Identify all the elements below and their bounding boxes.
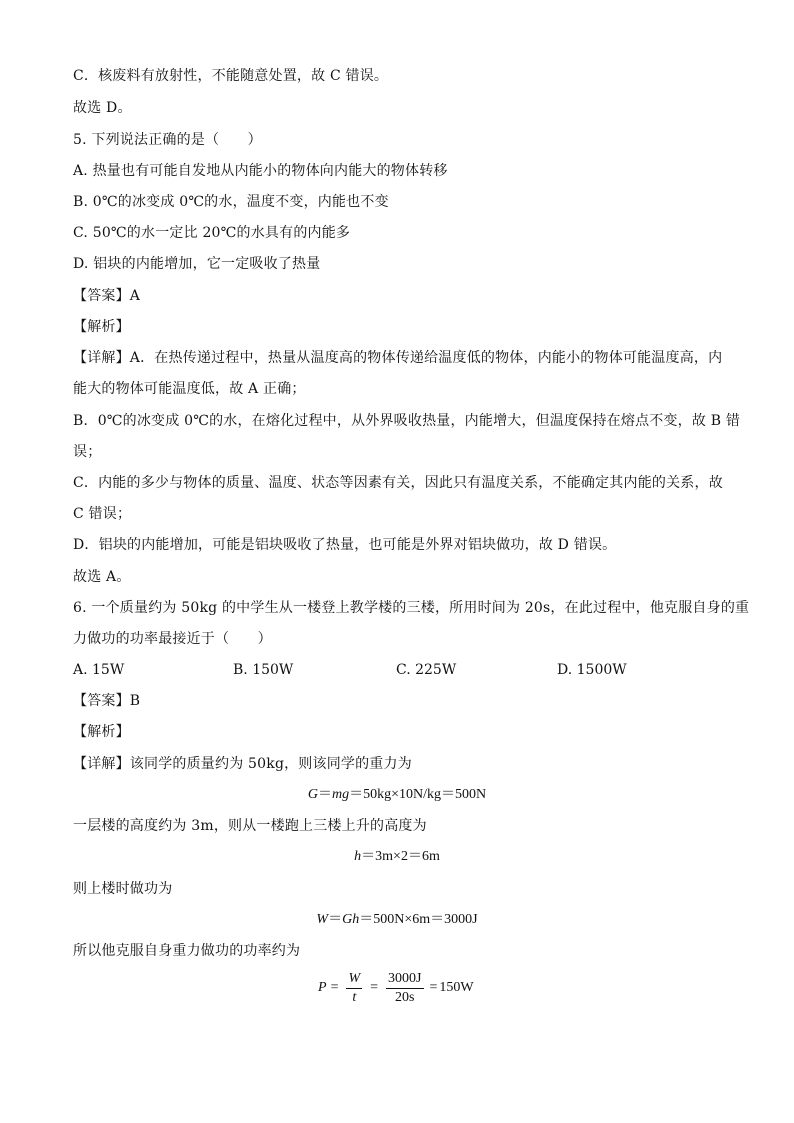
formula-symbol: W <box>316 912 329 927</box>
fraction-numerator: 3000J <box>388 970 422 986</box>
answer-6: 【答案】B <box>73 693 141 709</box>
explanation-6-line: 一层楼的高度约为 3m，则从一楼跑上三楼上升的高度为 <box>73 818 427 834</box>
explanation-5-line: 【详解】A．在热传递过程中，热量从温度高的物体传递给温度低的物体，内能小的物体可能温度高，内 <box>73 350 723 366</box>
formula-text: ＝ <box>317 787 332 802</box>
explanation-5-line: C 错误； <box>73 506 132 522</box>
question-6-option-c: C. 225W <box>396 662 457 678</box>
conclusion-5: 故选 A。 <box>73 569 131 585</box>
formula-text: ＝ <box>328 912 343 927</box>
explanation-5-line: 误； <box>73 444 102 460</box>
formula-text: ＝3m×2＝6m <box>361 849 440 864</box>
explanation-5-line: 能大的物体可能温度低，故 A 正确； <box>73 381 306 397</box>
question-6-stem: 力做功的功率最接近于（ ） <box>73 631 272 647</box>
question-6-option-b: B. 150W <box>233 662 294 678</box>
explanation-6-line: 【详解】该同学的质量约为 50kg，则该同学的重力为 <box>73 756 412 772</box>
formula-symbol: P <box>318 980 327 995</box>
question-6-stem: 6. 一个质量约为 50kg 的中学生从一楼登上教学楼的三楼，所用时间为 20s，在此过程中，他克服自身的重 <box>73 600 750 616</box>
fraction <box>386 970 423 1007</box>
formula-text: ＝50kg×10N/kg＝500N <box>349 787 487 802</box>
fraction-denominator: t <box>352 989 357 1005</box>
explanation-5-line: B．0℃的冰变成 0℃的水，在熔化过程中，从外界吸收热量，内能增大，但温度保持在熔点不变，故 B 错 <box>73 413 741 429</box>
formula-text: ＝500N×6m＝3000J <box>359 912 478 927</box>
question-6-option-d: D. 1500W <box>557 662 627 678</box>
explanation-5-line: D．铝块的内能增加，可能是铝块吸收了热量，也可能是外界对铝块做功，故 D 错误。 <box>73 537 617 553</box>
analysis-5-heading: 【解析】 <box>73 319 130 335</box>
formula-symbol: G <box>307 787 318 802</box>
answer-5: 【答案】A <box>73 288 141 304</box>
question-5-option-b: B. 0℃的冰变成 0℃的水，温度不变，内能也不变 <box>73 194 389 210</box>
text-line: C．核废料有放射性，不能随意处置，故 C 错误。 <box>73 68 389 84</box>
text-line: 故选 D。 <box>73 100 132 116</box>
formula-gravity <box>0 785 794 805</box>
question-5-stem: 5. 下列说法正确的是（ ） <box>73 132 262 148</box>
formula-text: = <box>370 980 379 995</box>
question-6-option-a: A. 15W <box>73 662 125 678</box>
formula-power <box>318 964 474 1012</box>
formula-symbol: h <box>354 849 362 864</box>
explanation-6-line: 所以他克服自身重力做功的功率约为 <box>73 943 301 959</box>
fraction <box>346 970 362 1007</box>
formula-text: 150W <box>439 980 474 995</box>
analysis-6-heading: 【解析】 <box>73 724 130 740</box>
fraction-numerator: W <box>348 970 361 986</box>
formula-text: = <box>429 980 438 995</box>
question-5-option-d: D. 铝块的内能增加，它一定吸收了热量 <box>73 256 321 272</box>
explanation-5-line: C．内能的多少与物体的质量、温度、状态等因素有关，因此只有温度关系，不能确定其内能的关系，故 <box>73 475 723 491</box>
fraction-denominator: 20s <box>395 989 415 1005</box>
formula-symbol: Gh <box>342 912 360 927</box>
formula-work <box>0 910 794 930</box>
question-5-option-c: C. 50℃的水一定比 20℃的水具有的内能多 <box>73 225 351 241</box>
formula-text: = <box>330 980 339 995</box>
question-5-option-a: A. 热量也有可能自发地从内能小的物体向内能大的物体转移 <box>73 163 448 179</box>
formula-symbol: mg <box>331 787 350 802</box>
formula-height <box>0 847 794 867</box>
explanation-6-line: 则上楼时做功为 <box>73 881 173 897</box>
